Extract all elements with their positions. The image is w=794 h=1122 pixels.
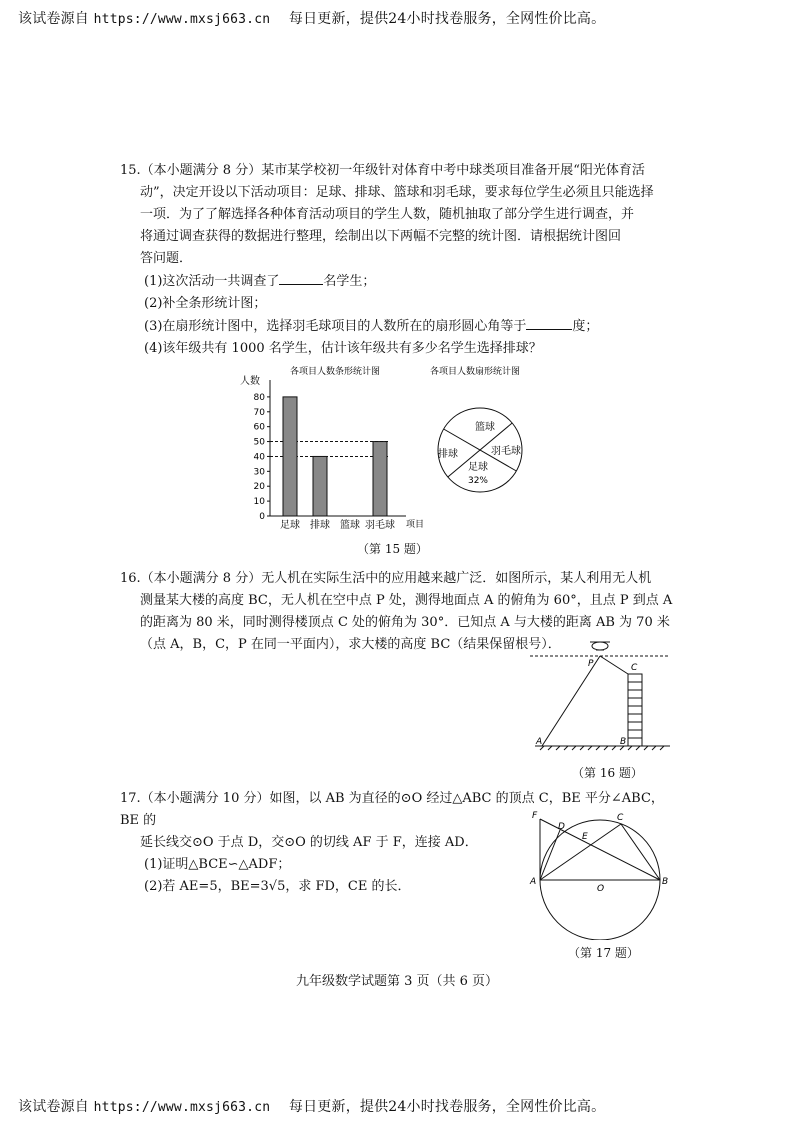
- label-P: P: [588, 659, 594, 669]
- q15-caption: （第 15 题）: [357, 542, 428, 556]
- bar: [373, 442, 387, 516]
- header-prefix: 该试卷源自: [18, 11, 89, 27]
- label-D: D: [558, 822, 565, 832]
- page-footer: 九年级数学试题第 3 页（共 6 页）: [295, 974, 499, 989]
- chart-title: 各项目人数扇形统计图: [430, 367, 521, 377]
- q17-sub1: (1)证明△BCE∽△ADF；: [144, 857, 291, 872]
- y-tick-label: 10: [253, 497, 265, 508]
- answer-blank[interactable]: [526, 315, 572, 330]
- label-B: B: [662, 877, 669, 887]
- q15-sub2: (2)补全条形统计图；: [144, 296, 267, 311]
- q15-line: 15.（本小题满分 8 分）某市某学校初一年级针对体育中考中球类项目准备开展“阳光体育活: [120, 163, 645, 178]
- q17-caption: （第 17 题）: [568, 946, 639, 960]
- bar-chart: [230, 362, 430, 538]
- q16-line: 16.（本小题满分 8 分）无人机在实际生活中的应用越来越广泛．如图所示，某人利用无人机: [120, 571, 652, 586]
- answer-blank[interactable]: [279, 270, 323, 285]
- line-CB: [621, 824, 660, 880]
- q15-line: 答问题．: [140, 251, 193, 266]
- ground-hatching: [540, 746, 664, 750]
- header-prefix: 该试卷源自: [18, 1099, 89, 1115]
- pie-slice-label: 排球: [438, 449, 458, 460]
- y-tick-label: 50: [253, 437, 265, 448]
- x-tick-label: 足球: [280, 520, 300, 531]
- q16-line: 测量某大楼的高度 BC，无人机在空中点 P 处，测得地面点 A 的俯角为 60°，且点 P 到点 A: [140, 593, 673, 608]
- q15-line: 一项．为了了解选择各种体育活动项目的学生人数，随机抽取了部分学生进行调查，并: [140, 207, 635, 222]
- q16-caption: （第 16 题）: [572, 766, 643, 780]
- header-slogan: 每日更新，提供24小时找卷服务，全网性价比高。: [288, 1099, 606, 1115]
- y-tick-label: 20: [253, 482, 265, 493]
- q15-sub3: (3)在扇形统计图中，选择羽毛球项目的人数所在的扇形圆心角等于 度；: [120, 315, 680, 338]
- y-axis-label: 人数: [240, 376, 260, 387]
- building: [628, 674, 642, 746]
- q17-line: 延长线交⊙O 于点 D，交⊙O 的切线 AF 于 F，连接 AD．: [140, 835, 478, 850]
- y-tick-label: 40: [253, 452, 265, 463]
- label-E: E: [582, 832, 588, 842]
- q17-line: 17.（本小题满分 10 分）如图，以 AB 为直径的⊙O 经过△ABC 的顶点 C，BE 平分∠ABC，BE 的: [120, 791, 664, 828]
- q15-line: 将通过调查获得的数据进行整理，绘制出以下两幅不完整的统计图．请根据统计图回: [140, 229, 622, 244]
- line-PC: [600, 656, 628, 674]
- x-tick-label: 篮球: [340, 520, 360, 531]
- y-tick-label: 0: [259, 512, 265, 522]
- line-AC: [540, 824, 621, 880]
- x-tick-label: 排球: [310, 520, 330, 531]
- pie-slice-label: 羽毛球: [491, 446, 521, 457]
- label-C: C: [617, 813, 624, 823]
- pie-chart: [420, 362, 560, 502]
- footer-banner: [18, 1096, 605, 1116]
- y-tick-label: 70: [253, 407, 265, 418]
- header-url-link[interactable]: https://www.mxsj663.cn: [93, 12, 271, 27]
- q16-line: 的距离为 80 米，同时测得楼顶点 C 处的俯角为 30°．已知点 A 与大楼的距离 AB 为 70 米: [140, 615, 670, 630]
- figure-16: [530, 634, 680, 756]
- line-PA: [542, 656, 600, 746]
- header-url-link[interactable]: https://www.mxsj663.cn: [93, 1100, 271, 1115]
- y-tick-label: 80: [253, 392, 265, 403]
- q17-sub2: (2)若 AE=5，BE=3√5，求 FD，CE 的长．: [144, 879, 411, 894]
- chart-title: 各项目人数条形统计图: [290, 367, 381, 377]
- label-B: B: [620, 737, 627, 747]
- q15-sub1: (1)这次活动一共调查了 名学生；: [120, 270, 680, 293]
- label-F: F: [532, 811, 538, 821]
- label-C: C: [631, 663, 638, 673]
- q15-sub4: (4)该年级共有 1000 名学生，估计该年级共有多少名学生选择排球？: [144, 341, 542, 356]
- pie-slice-percent: 32%: [467, 476, 489, 486]
- q15-line: 动”，决定开设以下活动项目：足球、排球、篮球和羽毛球，要求每位学生必须且只能选择: [140, 185, 654, 200]
- question-15: [120, 160, 680, 360]
- label-A: A: [536, 737, 543, 747]
- label-A: A: [530, 877, 537, 887]
- bar: [313, 456, 327, 516]
- header-banner: [18, 8, 605, 28]
- q16-line: （点 A，B，C，P 在同一平面内），求大楼的高度 BC（结果保留根号）．: [140, 637, 561, 652]
- bar: [283, 397, 297, 516]
- x-tick-label: 羽毛球: [365, 520, 395, 531]
- x-axis-label: 项目: [406, 520, 425, 530]
- y-tick-label: 60: [253, 422, 265, 433]
- label-O: O: [597, 884, 605, 894]
- figure-17: [525, 805, 675, 940]
- pie-slice-label: 篮球: [475, 422, 495, 433]
- pie-slice-label: 足球: [468, 462, 488, 473]
- drone-icon: [590, 642, 610, 650]
- header-slogan: 每日更新，提供24小时找卷服务，全网性价比高。: [288, 11, 606, 27]
- y-tick-label: 30: [253, 467, 265, 478]
